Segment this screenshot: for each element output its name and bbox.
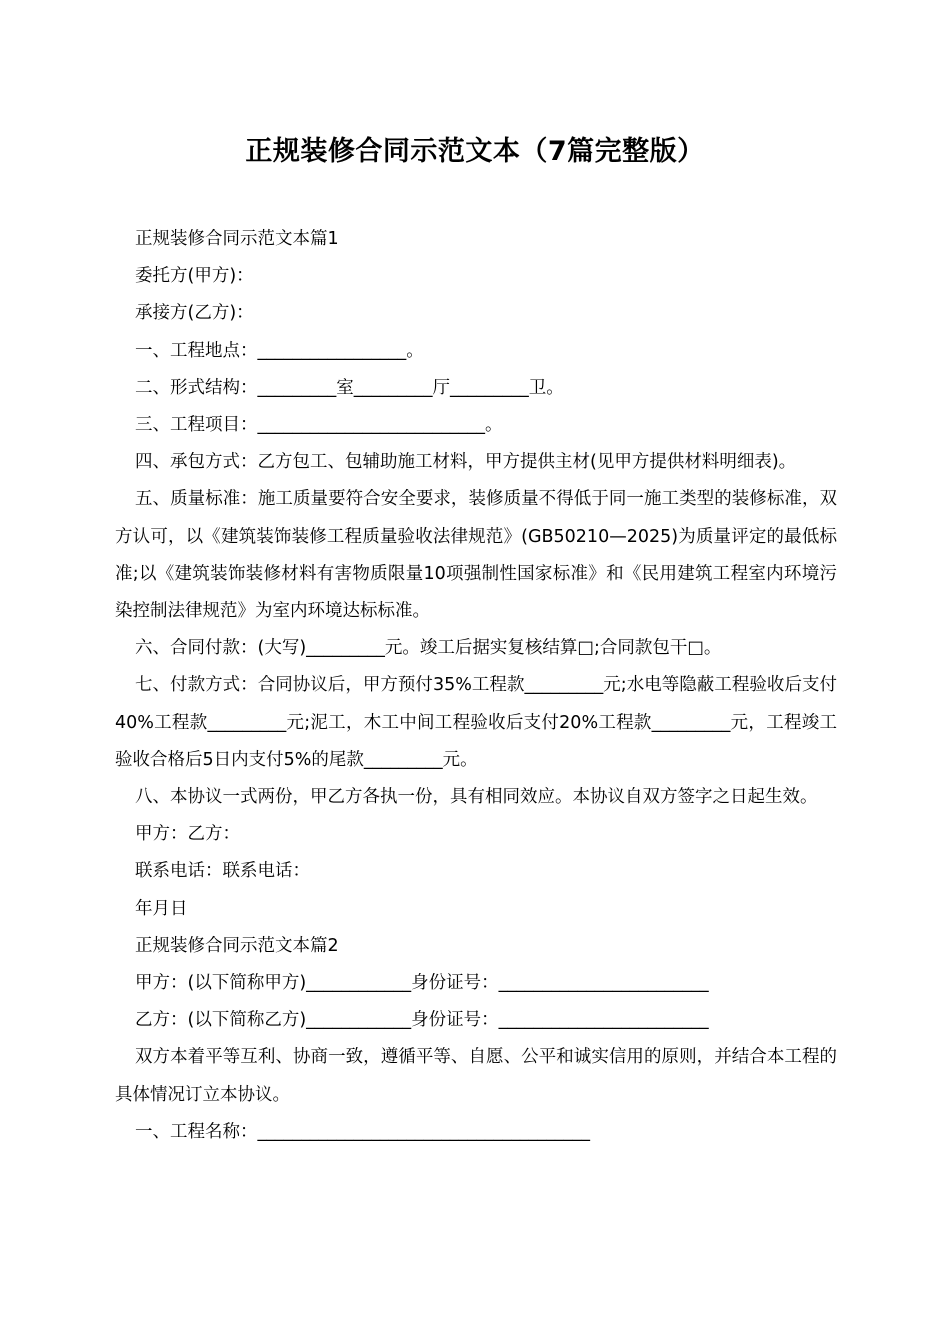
party-a-id-line: 甲方：(以下简称甲方)____________身份证号：________________________ xyxy=(135,973,709,994)
clause-copies-effect: 八、本协议一式两份，甲乙方各执一份，具有相同效应。本协议自双方签字之日起生效。 xyxy=(135,787,818,808)
clause-contract-payment: 六、合同付款：(大写)_________元。竣工后据实复核结算□;合同款包干□。 xyxy=(135,638,722,659)
section-heading-1: 正规装修合同示范文本篇1 xyxy=(135,229,339,249)
clause-payment-method: 七、付款方式：合同协议后，甲方预付35%工程款_________元;水电等隐蔽工程验收后支付40%工程款_________元;泥工，木工中间工程验收后支付20%工程款_________元，工程竣工验收合格后5日内支付5%的尾款_________元。 xyxy=(115,675,837,770)
clause-project-name: 一、工程名称：______________________________________ xyxy=(135,1121,590,1142)
signature-parties: 甲方：乙方： xyxy=(135,824,240,845)
section-heading-2: 正规装修合同示范文本篇2 xyxy=(135,935,339,956)
client-party-line: 委托方(甲方)： xyxy=(135,266,254,287)
signature-date: 年月日 xyxy=(135,898,188,919)
clause-project-location: 一、工程地点：_________________。 xyxy=(135,340,424,361)
document-body xyxy=(115,221,837,1151)
clause-contract-method: 四、承包方式：乙方包工、包辅助施工材料，甲方提供主材(见甲方提供材料明细表)。 xyxy=(135,452,797,473)
party-b-id-line: 乙方：(以下简称乙方)____________身份证号：________________________ xyxy=(135,1010,709,1031)
agreement-preamble: 双方本着平等互利、协商一致，遵循平等、自愿、公平和诚实信用的原则，并结合本工程的具体情况订立本协议。 xyxy=(115,1047,837,1105)
clause-structure: 二、形式结构：_________室_________厅_________卫。 xyxy=(135,377,564,398)
signature-phones: 联系电话：联系电话： xyxy=(135,861,310,882)
clause-project-items: 三、工程项目：__________________________。 xyxy=(135,415,503,436)
clause-quality-standard: 五、质量标准：施工质量要符合安全要求，装修质量不得低于同一施工类型的装修标准，双方认可，以《建筑装饰装修工程质量验收法律规范》(GB50210—2025)为质量评定的最低标准;以《建筑装饰装修材料有害物质限量10项强制性国家标准》和《民用建筑工程室内环境污染控制法律规范》为室内环境达标标准。 xyxy=(115,489,837,622)
contractor-party-line: 承接方(乙方)： xyxy=(135,303,254,324)
document-title: 正规装修合同示范文本（7篇完整版） xyxy=(245,136,705,167)
